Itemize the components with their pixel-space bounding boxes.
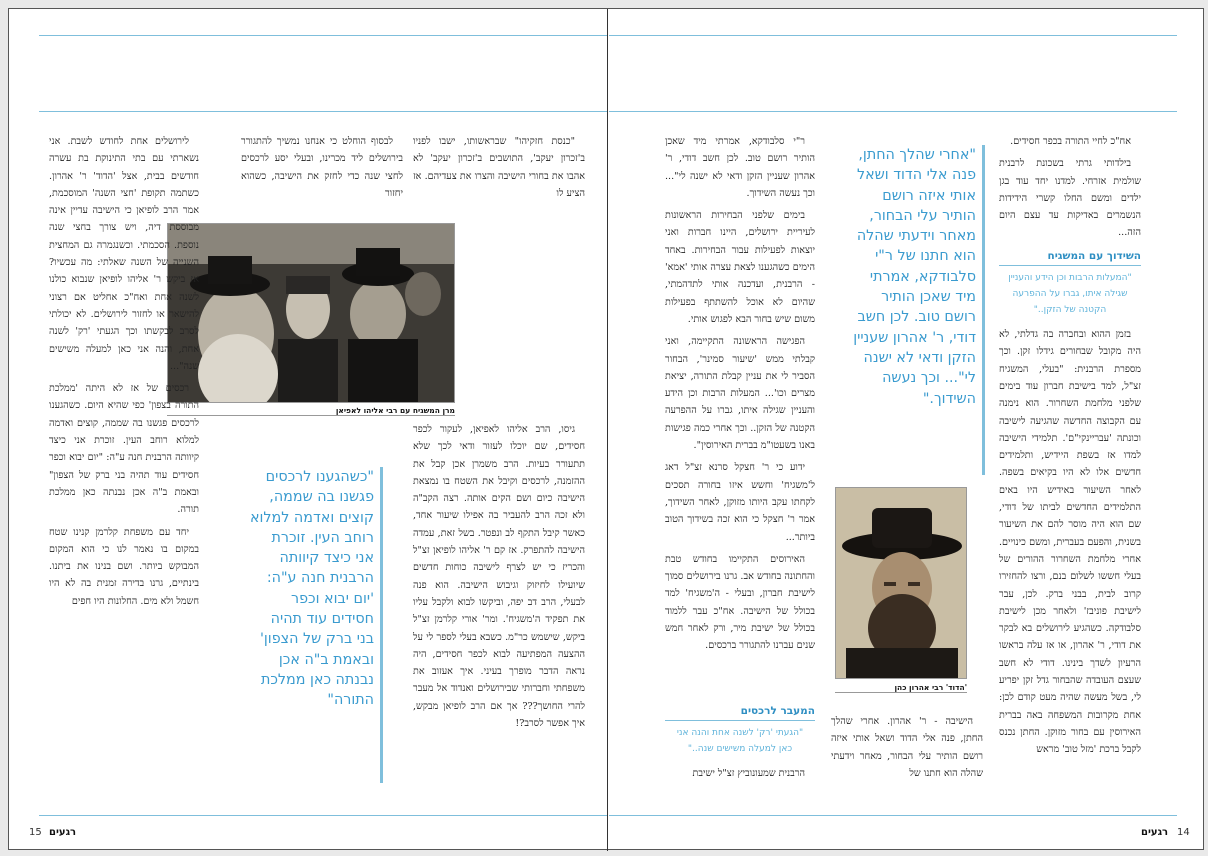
paragraph: לבסוף הוחלט כי אנחנו נמשיך להתגורר בירושלים ליד מכרינו, ובעלי יסע לרכסים לחצי שנה כדי לחזק את הישיבה, כשהוא יחזור <box>241 136 403 199</box>
paragraph: לירושלים אחת לחודש לשבת. אני נשארתי עם בתי התינוקת בת עשרה חודשים בבית, אצל 'הדוד' ר' אהרון. כשתמה תקופת 'חצי השנה' המוסכמת, אמר הרב לופיאן כי הישיבה עדיין אינה מבוססת דיה, ויש צורך בחצי שנה נוספת. הסכמתי. וכשנגמרה גם המחצית השנייה של השנה שאלתי: מה עכשיו? אז ביקש ר' אליהו לופיאן שנבוא כולנו לשנה אחת ואח"כ אחליט אם רצוני להישאר או לחזור לירושלים. לא יכולתי לסרב לבקשתו וכך הגעתי 'רק' לשנה אחת, והנה אני כאן למעלה משישים שנה"... <box>49 136 199 372</box>
page15-column-right-continued <box>413 421 585 789</box>
page15-column-middle <box>241 133 403 223</box>
bottom-rule-left <box>39 815 607 816</box>
paragraph: ר"י סלבודקא, אמרתי מיד שאכן הותיר רושם טוב. לכן חשב דודי, ר' אהרון שעניין הזקן ודאי לא ישנה לי"... וכך נעשה השידוך. <box>665 136 815 199</box>
photo-image <box>168 224 454 402</box>
page14-pull-quote: "אחרי שהלך החתן, פנה אלי הדוד ושאל אותי איזה רושם הותיר עלי הבחור, מאחר וידעתי שהלה הוא חתנו של ר"י סלבודקא, אמרתי מיד שאכן הותיר רושם טוב. לכן חשב דודי, ר' אהרון שעניין הזקן ודאי לא ישנה לי"... וכך נעשה השידוך." <box>851 145 985 475</box>
magazine-name-left: רגעים <box>49 827 77 838</box>
paragraph: בילדותי גרתי בשכונת לרבנית שולמית אזרחי. למדנו יחד עוד בגן ילדים ומשם החלו קשרי הידידות הנשמרים באדיקות עד עצם היום הזה... <box>999 158 1141 239</box>
page-number-right: 14 <box>1177 827 1190 838</box>
top-rule-right <box>609 35 1177 36</box>
section-heading-move: המעבר לרכסים <box>665 703 815 721</box>
top-rule-left <box>39 35 607 36</box>
paragraph: הפגישה הראשונה התקיימה, ואני קבלתי ממש 'שיעור סמינר', הבחור הסביר לי את עניין קבלת התורה, יציאת מצרים וכו'... המעלות הרבות וכן הידע והעניין שגילה איתו, גברו על ההפרעה הקטנה של הזקן.. וכך אחרי כמה פגישות באנו בשעטו"מ בברית האירוסין". <box>665 336 815 452</box>
page-number-left: 15 <box>29 827 42 838</box>
bottom-rule-right <box>609 815 1177 816</box>
paragraph: ידוע כי ר' חצקל סרנא זצ"ל דאג ל'משגיח' וחשש איזו בחורה תסכים לקחתו עקב היותו מזוקן, לאחר השידוך, אמר ר' חצקל כי הוא זכה בשידוך הטוב ביותר... <box>665 462 815 543</box>
page14-column-right <box>999 133 1141 793</box>
paragraph: אח"כ לחיי התורה בכפר חסידים. <box>1010 136 1131 147</box>
photo-mashgiach-with-rabbi <box>167 223 455 403</box>
header-rule-right <box>609 111 1177 112</box>
page15-column-right <box>413 133 585 223</box>
magazine-name-right: רגעים <box>1141 827 1169 838</box>
photo-rabbi-aharon-cohen <box>835 487 967 679</box>
page15-column-left <box>49 133 199 793</box>
page14-column-left <box>665 133 815 693</box>
photo-image <box>836 488 966 678</box>
section-heading-shidduch: השידוך עם המשגיח <box>999 248 1141 266</box>
section-lead-shidduch: "המעלות הרבות וכן הידע והעניין שגילה איתו, גברו על ההפרעה הקטנה של הזקן.." <box>1008 273 1132 316</box>
page14-column-middle-bottom <box>831 713 983 789</box>
photo-caption: מרן המשגיח עם רבי אליהו לאפיאן <box>167 406 455 416</box>
section-lead-move: "הגעתי 'רק' לשנה אחת והנה אני כאן למעלה משישים שנה.." <box>676 728 804 755</box>
paragraph: בזמן ההוא ובחברה בה גדלתי, לא היה מקובל שבחורים גידלו זקן. וכך מספרת הרבנית: "בעלי, המשגיח זצ"ל, למד בישיבת חברון עוד בימים שלפני מלחמת השחרור. הוא נימנה עם הקבוצה החדשה שהגיעה לישיבה וכונתה 'עבריינקי"ם'. תלמידי הישיבה למדו אז בשפת היידיש, ותלמידים חדשים אלו לא היו בקיאים בשפה. לאחר השיעור באידיש היו באים התלמידים החדשים לביתו של דודי, שם הוא היה מוסר להם את השיעור בשנית, והפעם בעברית, ומשם כינויים. אחרי מלחמת השחרור ההורים של בעלי חששו לשלום בנם, ורצו להחזירו קרוב לבית, בבני ברק. לכן, עבר לישיבת פוניבז' ולאחר מכן לישיבת סלבודקה. כשהגיע לירושלים בא לבקר את דודי, ר' אהרון, או אז עלה בראשו הרעיון לשדך בינינו. דודי לא חשב שעצם העובדה שהבחור גדל זקן יפריע לי, בשל מעשה שהיה מעט קודם לכן: אחת מקרובות המשפחה באה בברית האירוסין עם בחור מזוקן. החתן נכנס לקבל ברכת 'מזל טוב' מראש <box>999 329 1141 756</box>
paragraph: יחד עם משפחת קלרמן קנינו שטח במקום בו נאמר לנו כי הוא המקום המבוקש ביותר. ושם בנינו את ביתנו. בינתיים, גרנו בדירה זמנית בה לא היו חשמל ולא מים. החלונות היו חפים <box>49 526 199 607</box>
page14-column-left-bottom <box>665 697 815 789</box>
photo-caption: 'הדוד' רבי אהרון כהן <box>835 683 967 693</box>
paragraph: "כנסת חזקיהו" שבראשותו, ישבו לפניו ב'זכרון יעקב', התושבים ב'זכרון יעקב' לא אהבו את בחורי הישיבה והצרו את צעדיהם. אז הציע לו <box>413 136 585 199</box>
header-rule-left <box>39 111 607 112</box>
page-spine <box>607 9 608 851</box>
paragraph: הישיבה - ר' אהרון. אחרי שהלך החתן, פנה אלי הדוד ושאל אותי איזה רושם הותיר עלי הבחור, מאחר וידעתי שהלה הוא חתנו של <box>831 716 983 779</box>
paragraph: רכסים של אז לא היתה 'ממלכת התורה בצפון' כפי שהיא היום. כשהגענו לרכסים פגשנו בה שממה, קוצים ואדמה למלוא רוחב העין. זוכרת אני כיצד קיוותה הרבנית חנה ע"ה: "יום יבוא וכפר חסידים עוד תהיה בני ברק של הצפון" ובאמת ב"ה אכן נבנתה כאן ממלכת תורה. <box>49 383 199 516</box>
page15-pull-quote: "כשהגענו לרכסים פגשנו בה שממה, קוצים ואדמה למלוא רוחב העין. זוכרת אני כיצד קיוותה הרבנית חנה ע"ה: 'יום יבוא וכפר חסידים עוד תהיה בני ברק של הצפון' ובאמת ב"ה אכן נבנתה כאן ממלכת התורה" <box>249 467 383 783</box>
paragraph: גיסו, הרב אליהו לאפיאן, לעקור לכפר חסידים, שם יוכלו לעזור ודאי לכך שלא תתעורר בעיות. הרב משמרן אכן קבל את ההזמנה, לרכסים וקיבל את השטח בו נמצאת הישיבה כיום ושם הקים אותה. רצה הקב"ה ולא זכה הרב להעביר בה אפילו שיעור אחד, כאשר קיבל התקף לב ונפטר. בשל זאת, עמדה הישיבה להתפרק. אז קם ר' אליהו לופיאן זצ"ל והכריז כי יש לצרף לישיבה כוחות חדשים שיועילו לחיזוק וגיבוש הישיבה. הוא פנה לבעלי, הרב דב יפה, וביקשו לבוא ולקבל עליו את תפקיד ה'משגיח'. ומר' אורי קלרמן זצ"ל ביקש, שישמש כר"מ. כשבא בעלי לספר לי על ההצעה המפתיעה לבוא לכפר חסידים, היה נראה הדבר מופרך בעיני. איך אעזוב את משפחתי וחברותי שבירושלים ואנדוד אל מעבר להרי החושך??? אך אם הרב לופיאן מבקש, איך אפשר לסרב?! <box>413 424 585 730</box>
paragraph: בימים שלפני הבחירות הראשונות לעיריית ירושלים, היינו חברות ואני יוצאות לפעילות עבור הבחירות. באחד הימים כשהגענו לצאת עצרה אותי 'אמא' - הרבנית, ועדכנה אותי לתדהמתי, שהיום לא אוכל להשתתף בפעילות משום שיש בחור הבא לפגוש אותי. <box>665 210 815 325</box>
paragraph: האירוסים התקיימו בחודש טבת והחתונה בחודש אב. גרנו בירושלים סמוך לישיבת חברון, ובעלי - ה'משגיח' למד בכולל של הישיבה. אח"כ עבר ללמוד בכולל של ישיבת מיר, ורק לאחר חמש שנים עברנו להתגורר ברכסים. <box>665 553 815 652</box>
paragraph: הרבנית שמעונוביץ זצ"ל ישיבת <box>692 768 805 780</box>
magazine-spread <box>8 8 1204 850</box>
